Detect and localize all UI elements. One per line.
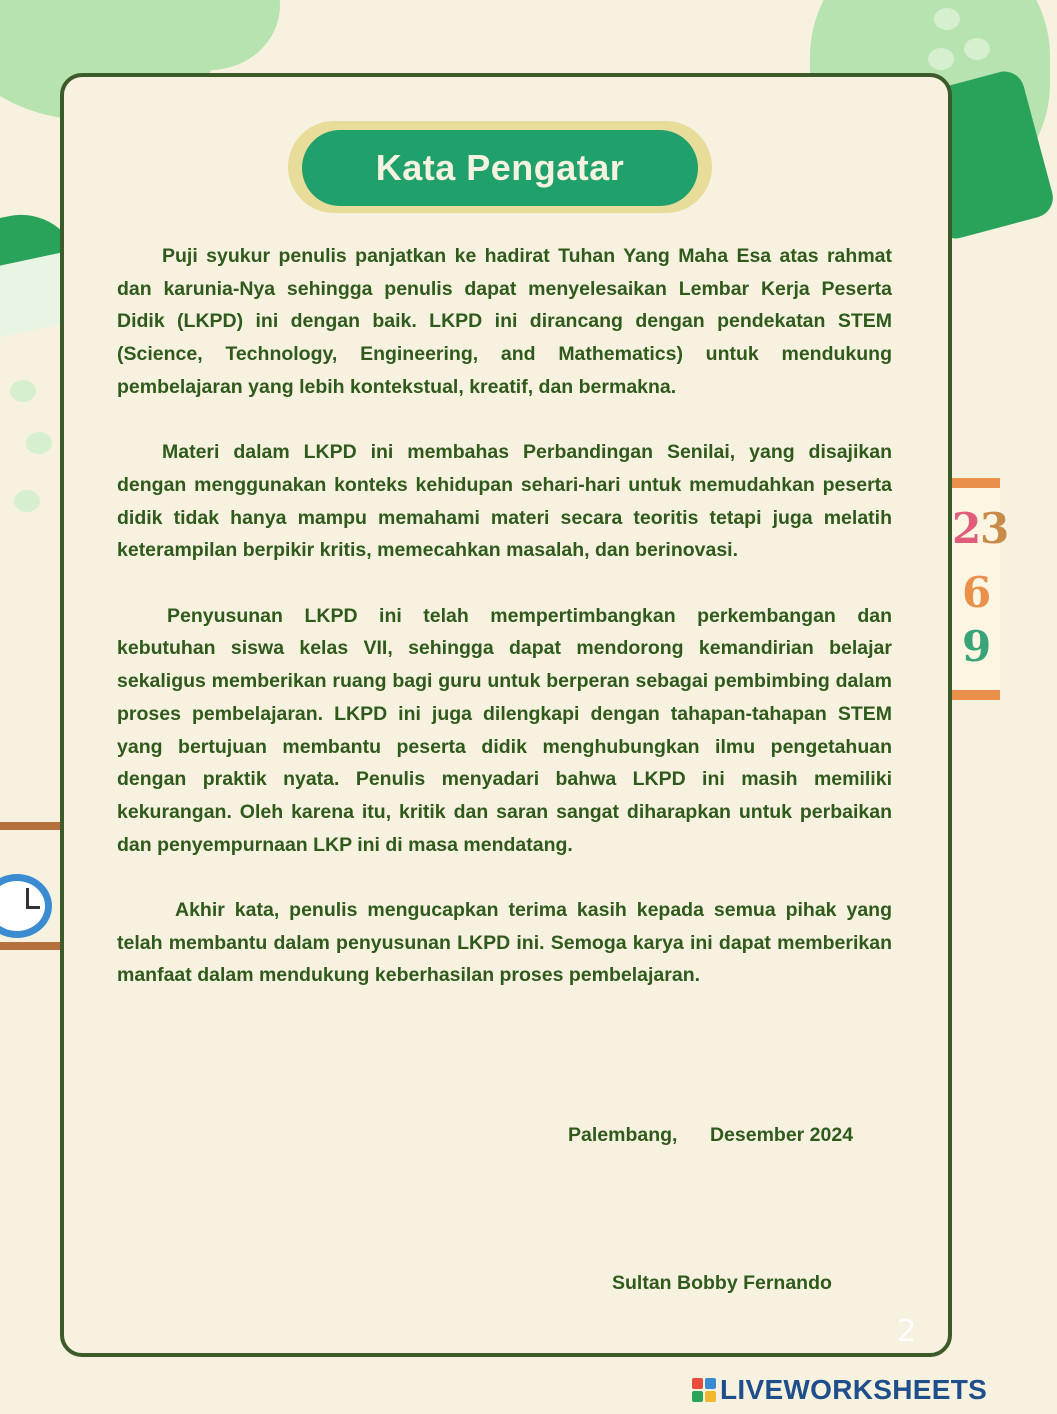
- decor-dot: [26, 432, 52, 454]
- decor-shelf: [0, 822, 62, 830]
- decor-dot: [934, 8, 960, 30]
- signer-name: Sultan Bobby Fernando: [612, 1272, 832, 1294]
- paragraph: Penyusunan LKPD ini telah mempertimbangkan perkembangan dan kebutuhan siswa kelas VII, sehingga dapat mendorong kemandirian belajar sekaligus memberikan ruang bagi guru untuk berperan sebagai pembimbing dalam proses pembelajaran. LKPD ini juga dilengkapi dengan tahapan-tahapan STEM yang bertujuan membantu peserta didik menghubungkan ilmu pengetahuan dengan praktik nyata. Penulis menyadari bahwa LKPD ini masih memiliki kekurangan. Oleh karena itu, kritik dan saran sangat diharapkan untuk perbaikan dan penyempurnaan LKP ini di masa mendatang.: [117, 604, 892, 856]
- paragraph: Akhir kata, penulis mengucapkan terima kasih kepada semua pihak yang telah membantu dalam penyusunan LKPD ini. Semoga karya ini dapat memberikan manfaat dalam mendukung keberhasilan proses pembelajaran.: [117, 899, 892, 987]
- decor-shelf: [0, 942, 62, 950]
- clock-hand: [26, 906, 40, 909]
- decor-dot: [10, 380, 36, 402]
- clock-hand: [26, 888, 29, 908]
- number-block: 2: [952, 504, 982, 553]
- title-pill: [302, 130, 698, 206]
- brand-footer: [692, 1374, 987, 1406]
- preface-body: [117, 240, 892, 992]
- decor-dot: [964, 38, 990, 60]
- decor-dot: [14, 490, 40, 512]
- number-block: 3: [980, 504, 1010, 553]
- decor-dot: [928, 48, 954, 70]
- number-block: 9: [962, 622, 992, 671]
- number-blocks-strip: [950, 478, 1010, 700]
- paragraph: Puji syukur penulis panjatkan ke hadirat Tuhan Yang Maha Esa atas rahmat dan karunia-Nya sehingga penulis dapat menyelesaikan Lembar Kerja Peserta Didik (LKPD) ini dengan baik. LKPD ini dirancang dengan pendekatan STEM (Science, Technology, Engineering, and Mathematics) untuk mendukung pembelajaran yang lebih kontekstual, kreatif, dan bermakna.: [117, 245, 892, 398]
- liveworksheets-logo-icon: [692, 1378, 716, 1402]
- page-title: Kata Pengatar: [375, 147, 625, 188]
- brand-name: LIVEWORKSHEETS: [720, 1374, 988, 1405]
- place-date: Palembang, Desember 2024: [568, 1124, 854, 1146]
- page-number: 2: [897, 1314, 917, 1349]
- number-block: 6: [962, 568, 992, 617]
- paragraph: Materi dalam LKPD ini membahas Perbandingan Senilai, yang disajikan dengan menggunakan konteks kehidupan sehari-hari untuk memudahkan peserta didik tidak hanya mampu memahami materi secara teoritis tetapi juga melatih keterampilan berpikir kritis, memecahkan masalah, dan berinovasi.: [117, 441, 892, 562]
